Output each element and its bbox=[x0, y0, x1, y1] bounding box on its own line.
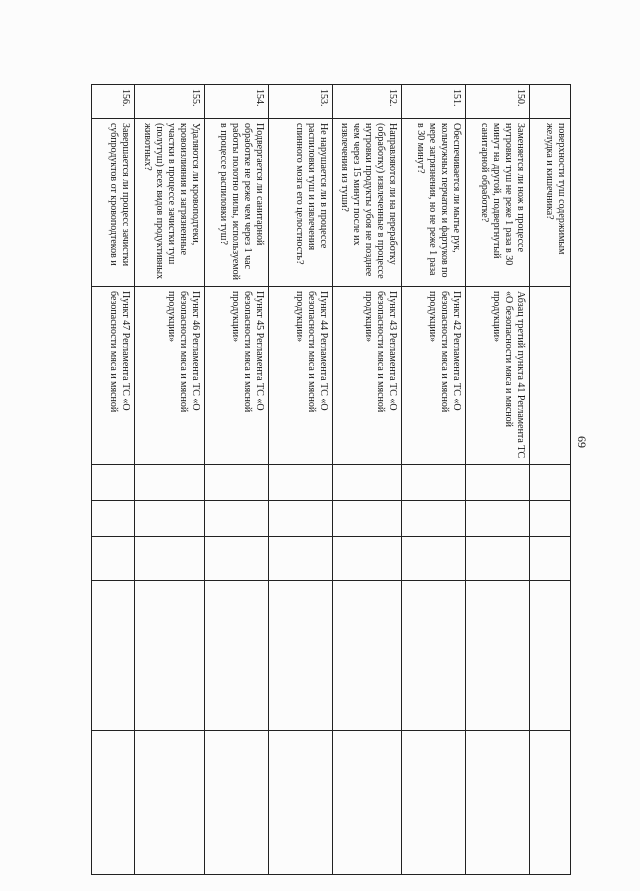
comment-cell bbox=[401, 731, 465, 875]
table-row bbox=[135, 85, 204, 875]
table-row bbox=[401, 85, 465, 875]
reference-cell: Пункт 47 Регламента ТС «О безопасности мяса и мясной bbox=[92, 287, 135, 465]
row-number: 155. bbox=[135, 85, 204, 119]
table-row bbox=[92, 85, 135, 875]
reference-cell: Пункт 45 Регламента ТС «О безопасности мяса и мясной продукции» bbox=[204, 287, 268, 465]
answer-no-cell bbox=[332, 501, 401, 537]
question-cell: Не нарушается ли в процессе распиловки туш и извлечения спинного мозга его целостность? bbox=[268, 119, 332, 287]
question-cell: Удаляются ли кровоподтеки, кровоизлияния и загрязненные участки в процессе зачистки туш (полутуш) всех видов продуктивных животных? bbox=[135, 119, 204, 287]
question-cell: Завершается ли процесс зачистки субпродуктов от кровоподтеков и bbox=[92, 119, 135, 287]
answer-no-cell bbox=[92, 501, 135, 537]
answer-yes-cell bbox=[529, 465, 570, 501]
answer-no-cell bbox=[204, 501, 268, 537]
answer-na-cell bbox=[529, 537, 570, 581]
row-number: 151. bbox=[401, 85, 465, 119]
answer-no-cell bbox=[135, 501, 204, 537]
checklist-table-rotated bbox=[91, 84, 571, 874]
reference-cell: Пункт 43 Регламента ТС «О безопасности мяса и мясной продукции» bbox=[332, 287, 401, 465]
comment-cell bbox=[92, 731, 135, 875]
reference-cell: Абзац третий пункта 41 Регламента ТС «О безопасности мяса и мясной продукции» bbox=[465, 287, 529, 465]
question-cell: поверхности туш содержимым желудка и кишечника? bbox=[529, 119, 570, 287]
answer-na-cell bbox=[401, 537, 465, 581]
answer-no-cell bbox=[529, 501, 570, 537]
note-cell bbox=[401, 581, 465, 731]
answer-na-cell bbox=[332, 537, 401, 581]
checklist-table bbox=[91, 84, 571, 875]
row-number: 152. bbox=[332, 85, 401, 119]
note-cell bbox=[465, 581, 529, 731]
answer-no-cell bbox=[401, 501, 465, 537]
answer-na-cell bbox=[135, 537, 204, 581]
answer-yes-cell bbox=[268, 465, 332, 501]
answer-no-cell bbox=[465, 501, 529, 537]
row-number: 154. bbox=[204, 85, 268, 119]
answer-na-cell bbox=[268, 537, 332, 581]
answer-yes-cell bbox=[465, 465, 529, 501]
note-cell bbox=[529, 581, 570, 731]
table-row bbox=[332, 85, 401, 875]
reference-cell: Пункт 46 Регламента ТС «О безопасности мяса и мясной продукции» bbox=[135, 287, 204, 465]
answer-na-cell bbox=[204, 537, 268, 581]
table-row bbox=[204, 85, 268, 875]
answer-no-cell bbox=[268, 501, 332, 537]
note-cell bbox=[268, 581, 332, 731]
note-cell bbox=[135, 581, 204, 731]
row-number: 153. bbox=[268, 85, 332, 119]
answer-yes-cell bbox=[135, 465, 204, 501]
answer-na-cell bbox=[465, 537, 529, 581]
table-row bbox=[529, 85, 570, 875]
comment-cell bbox=[268, 731, 332, 875]
comment-cell bbox=[332, 731, 401, 875]
table-row bbox=[268, 85, 332, 875]
comment-cell bbox=[465, 731, 529, 875]
question-cell: Заменяется ли нож в процессе нутровки туш не реже 1 раза в 30 минут на другой, подвергнутый санитарной обработке? bbox=[465, 119, 529, 287]
comment-cell bbox=[135, 731, 204, 875]
comment-cell bbox=[204, 731, 268, 875]
table-row bbox=[465, 85, 529, 875]
comment-cell bbox=[529, 731, 570, 875]
answer-na-cell bbox=[92, 537, 135, 581]
question-cell: Обеспечивается ли мытье рук, кольчужных перчаток и фартуков по мере загрязнения, но не реже 1 раза в 30 минут? bbox=[401, 119, 465, 287]
reference-cell bbox=[529, 287, 570, 465]
answer-yes-cell bbox=[204, 465, 268, 501]
question-cell: Подвергается ли санитарной обработке не реже чем через 1 час работы полотно пилы, используемой в процессе распиловки туш? bbox=[204, 119, 268, 287]
answer-yes-cell bbox=[332, 465, 401, 501]
question-cell: Направляются ли на переработку (обработку) извлеченные в процессе нутровки продукты убоя не позднее чем через 15 минут после их извлечения из туши? bbox=[332, 119, 401, 287]
page-number: 69 bbox=[575, 436, 589, 448]
note-cell bbox=[332, 581, 401, 731]
row-number: 150. bbox=[465, 85, 529, 119]
reference-cell: Пункт 42 Регламента ТС «О безопасности мяса и мясной продукции» bbox=[401, 287, 465, 465]
note-cell bbox=[204, 581, 268, 731]
row-number bbox=[529, 85, 570, 119]
note-cell bbox=[92, 581, 135, 731]
reference-cell: Пункт 44 Регламента ТС «О безопасности мяса и мясной продукции» bbox=[268, 287, 332, 465]
row-number: 156. bbox=[92, 85, 135, 119]
answer-yes-cell bbox=[401, 465, 465, 501]
answer-yes-cell bbox=[92, 465, 135, 501]
